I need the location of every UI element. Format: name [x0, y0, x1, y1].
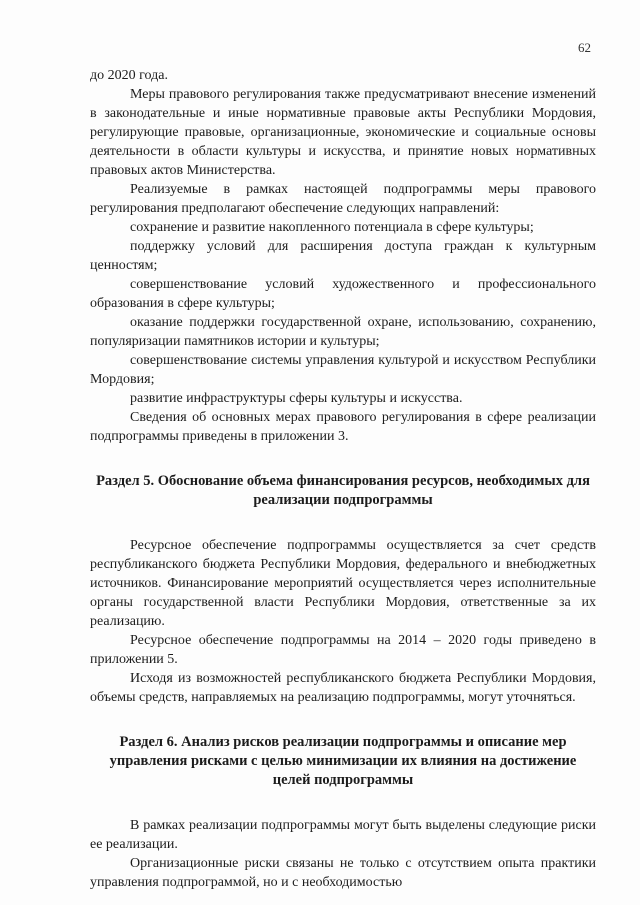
paragraph: совершенствование системы управления культурой и искусством Республики Мордовия;: [90, 353, 596, 387]
section-6-heading: Раздел 6. Анализ рисков реализации подпрограммы и описание мер управления рисками с целью минимизации их влияния на достижение целей подпрограммы: [109, 734, 577, 788]
paragraph: поддержку условий для расширения доступа граждан к культурным ценностям;: [90, 239, 596, 273]
document-body: [90, 66, 596, 892]
section-5-heading: Раздел 5. Обоснование объема финансирования ресурсов, необходимых для реализации подпрограммы: [96, 473, 590, 508]
paragraph: развитие инфраструктуры сферы культуры и искусства.: [130, 391, 463, 406]
paragraph: Ресурсное обеспечение подпрограммы на 2014 – 2020 годы приведено в приложении 5.: [90, 633, 596, 667]
measures-block: [90, 66, 596, 446]
section-5-body: [90, 536, 596, 707]
paragraph: сохранение и развитие накопленного потенциала в сфере культуры;: [130, 220, 534, 235]
paragraph: оказание поддержки государственной охране, использованию, сохранению, популяризации памятников истории и культуры;: [90, 315, 596, 349]
paragraph: совершенствование условий художественного и профессионального образования в сфере культуры;: [90, 277, 596, 311]
paragraph: В рамках реализации подпрограммы могут быть выделены следующие риски ее реализации.: [90, 818, 596, 852]
paragraph: Ресурсное обеспечение подпрограммы осуществляется за счет средств республиканского бюджета Республики Мордовия, федерального и внебюджетных источников. Финансирование мероприятий осуществляется через исполнительные органы государственной власти Республики Мордовия, ответственные за их реализацию.: [90, 538, 596, 629]
paragraph: Реализуемые в рамках настоящей подпрограммы меры правового регулирования предполагают обеспечение следующих направлений:: [90, 182, 596, 216]
paragraph: Сведения об основных мерах правового регулирования в сфере реализации подпрограммы приведены в приложении 3.: [90, 410, 596, 444]
page-number: 62: [578, 40, 591, 55]
paragraph: Организационные риски связаны не только с отсутствием опыта практики управления подпрограммой, но и с необходимостью: [90, 856, 596, 890]
paragraph: Меры правового регулирования также предусматривают внесение изменений в законодательные и иные нормативные правовые акты Республики Мордовия, регулирующие правовые, организационные, экономические и социальные основы деятельности в области культуры и искусства, и принятие новых нормативных правовых актов Министерства.: [90, 87, 596, 178]
paragraph: до 2020 года.: [90, 68, 168, 83]
paragraph: Исходя из возможностей республиканского бюджета Республики Мордовия, объемы средств, направляемых на реализацию подпрограммы, могут уточняться.: [90, 671, 596, 705]
section-6-body: [90, 816, 596, 892]
